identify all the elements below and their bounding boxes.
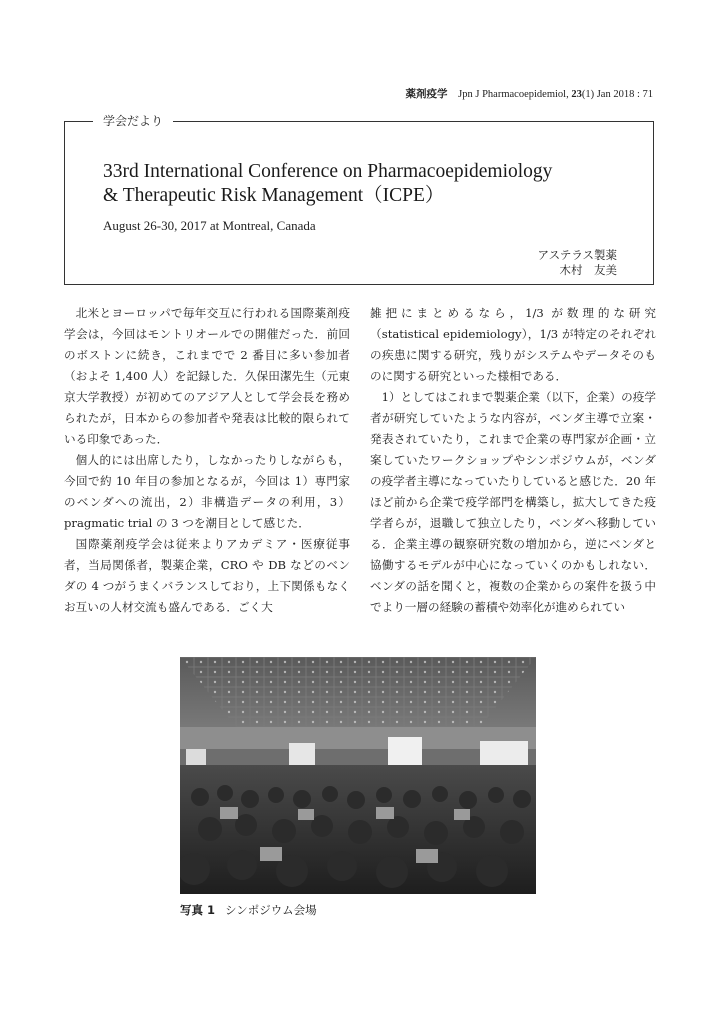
- paragraph: 北米とヨーロッパで毎年交互に行われる国際薬剤疫学会は，今回はモントリオールでの開催だった．前回のボストンに続き，これまでで 2 番目に多い参加者（およそ 1,400 人）を記録した．久保田潔先生（元東京大学教授）が初めてのアジア人として学会長を務められたが，日本からの参加者や発表は比較的限られている印象であった．: [64, 306, 350, 446]
- paragraph: 1）としてはこれまで製薬企業（以下，企業）の疫学者が研究していたような内容が，ベンダ主導で立案・発表されていたり，これまで企業の専門家が企画・立案していたワークショップやシンポジウムが，ベンダの疫学者主導になっていたりしていると感じた．20 年ほど前から企業で疫学部門を構築し，拡大してきた疫学者らが，退職して独立したり，ベンダへ移動している．企業主導の観察研究数の増加から，逆にベンダと協働するモデルが中心になっていくのかもしれない．ベンダの話を聞くと，複数の企業からの案件を扱う中でより一層の経験の蓄積や効率化が進められてい: [370, 390, 656, 614]
- figure-caption: [180, 902, 317, 918]
- figure-label: 写真 1: [180, 903, 216, 917]
- conference-hall-photo-image: [180, 657, 536, 894]
- conference-title-line2: & Therapeutic Risk Management（ICPE）: [103, 185, 445, 206]
- author-affiliation: アステラス製薬: [537, 248, 617, 262]
- conference-subtitle: August 26-30, 2017 at Montreal, Canada: [103, 218, 316, 233]
- body-column-left: [64, 303, 350, 618]
- body-column-right: [370, 303, 656, 618]
- citation-volume: 23: [571, 89, 582, 100]
- section-label: 学会だより: [93, 112, 173, 129]
- title-box: [64, 114, 654, 285]
- author-name: 木村 友美: [559, 263, 617, 277]
- conference-hall-photo: [180, 657, 536, 894]
- paragraph-continued: 雑把にまとめるなら，1/3 が数理的な研究（statistical epidemiology），1/3 が特定のそれぞれの疾患に関する研究，残りがシステムやデータそのものに関する研究といった様相である．: [370, 306, 656, 383]
- citation-prefix: Jpn J Pharmacoepidemiol,: [458, 89, 569, 100]
- author-block: [538, 248, 617, 278]
- citation-suffix: (1) Jan 2018 : 71: [581, 89, 653, 100]
- figure-caption-text: シンポジウム会場: [225, 903, 317, 917]
- running-head: [406, 86, 653, 101]
- journal-name-ja: 薬剤疫学: [405, 89, 448, 100]
- paragraph: 個人的には出席したり，しなかったりしながらも，今回で約 10 年目の参加となるが，今回は 1）専門家のベンダへの流出，2）非構造データの利用，3）pragmatic trial の 3 つを潮目として感じた．: [64, 453, 350, 530]
- conference-title: [103, 160, 643, 208]
- paragraph: 国際薬剤疫学会は従来よりアカデミア・医療従事者，当局関係者，製薬企業，CRO や DB などのベンダの 4 つがうまくバランスしており，上下関係もなくお互いの人材交流も盛んである．ごく大: [64, 537, 350, 614]
- conference-title-line1: 33rd International Conference on Pharmacoepidemiology: [103, 161, 553, 182]
